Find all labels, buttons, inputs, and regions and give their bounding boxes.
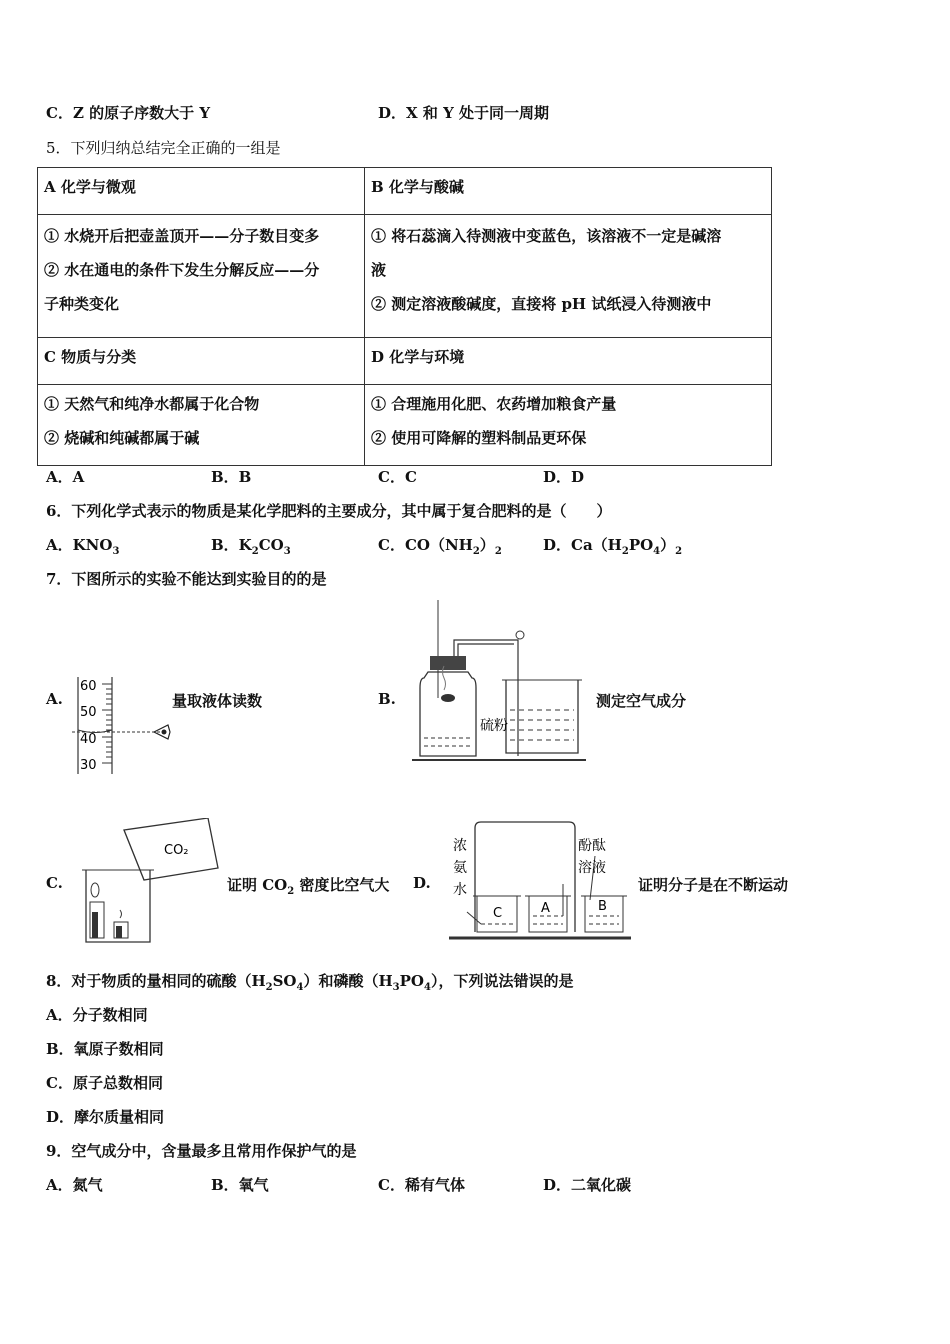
q5-c-line-1: ① 天然气和纯净水都属于化合物 [44,395,260,413]
q7-stem: 7．下图所示的实验不能达到实验目的的是 [46,570,327,588]
q5-table [37,167,772,466]
q7-d-phenol-1: 酚酞 [578,838,606,854]
q5-cell-c-body [38,385,365,466]
q7-d-phenol-2: 溶液 [578,860,606,876]
q8-option-b: B．氧原子数相同 [46,1040,164,1058]
q7-a-tick-60: 60 [80,679,97,694]
q7-a-tick-50: 50 [80,705,97,720]
q5-b-line-3: ② 测定溶液酸碱度，直接将 pH 试纸浸入待测液中 [371,295,712,313]
q5-c-line-2: ② 烧碱和纯碱都属于碱 [44,429,200,447]
q6-stem: 6．下列化学式表示的物质是某化学肥料的主要成分，其中属于复合肥料的是（ ） [46,502,612,520]
q7-d-belljar-figure [445,816,635,946]
q5-a-line-3: 子种类变化 [44,295,120,313]
q7-c-label: C. [46,874,63,892]
q4-option-c: C．Z 的原子序数大于 Y [46,104,211,122]
q5-option-b: B．B [211,468,252,486]
q7-b-label: B. [378,690,396,708]
q7-d-label: D. [413,874,431,892]
q6-option-a: A．$KNO_3$ [46,536,120,557]
q7-a-label: A. [46,690,63,708]
q5-option-d: D．D [543,468,585,486]
q7-c-co2-figure [78,818,228,948]
q8-option-c: C．原子总数相同 [46,1074,163,1092]
q7-c-caption: 证明 $CO_2$ 密度比空气大 [227,876,390,897]
q7-d-caption: 证明分子是在不断运动 [638,876,789,894]
q5-cell-d-title: D 化学与环境 [365,338,772,385]
q9-stem: 9．空气成分中，含量最多且常用作保护气的是 [46,1142,357,1160]
q5-option-c: C．C [378,468,417,486]
q7-a-tick-40: 40 [80,732,97,747]
q7-a-cylinder-figure [70,672,180,777]
q5-a-line-2: ② 水在通电的条件下发生分解反应——分 [44,261,320,279]
q6-option-b: B．$K_2CO_3$ [211,536,291,557]
q4-option-d: D．X 和 Y 处于同一周期 [378,104,550,122]
q9-option-d: D．二氧化碳 [543,1176,632,1194]
q5-cell-c-title: C 物质与分类 [38,338,365,385]
q7-b-sulfur-label: 硫粉 [480,718,508,734]
q9-option-a: A．氮气 [46,1176,103,1194]
q5-cell-a-body [38,215,365,338]
q7-d-ammonia-3: 水 [453,882,467,898]
q5-option-a: A．A [46,468,85,486]
q7-d-beaker-a: A [541,901,550,916]
q5-cell-b-title: B 化学与酸碱 [365,168,772,215]
q5-d-line-2: ② 使用可降解的塑料制品更环保 [371,429,587,447]
q8-option-d: D．摩尔质量相同 [46,1108,165,1126]
q7-b-apparatus-figure [410,598,590,768]
q5-a-line-1: ① 水烧开后把壶盖顶开——分子数目变多 [44,227,320,245]
q7-a-tick-30: 30 [80,758,97,773]
q9-option-c: C．稀有气体 [378,1176,465,1194]
q5-cell-a-title: A 化学与微观 [38,168,365,215]
q7-a-caption: 量取液体读数 [172,692,263,710]
q6-option-d: D．$Ca(H_2PO_4)_2$ [543,536,683,557]
q8-stem: 8．对于物质的量相同的硫酸$(H_2SO_4)$和磷酸$(H_3PO_4)$，下列说法错误的是 [46,972,574,993]
eye-icon [154,725,170,739]
q7-d-ammonia-2: 氨 [453,860,467,876]
q7-d-ammonia-1: 浓 [453,838,467,854]
q7-d-beaker-c: C [493,906,503,921]
q8-option-a: A．分子数相同 [46,1006,148,1024]
q5-cell-d-body [365,385,772,466]
q5-b-line-1: ① 将石蕊滴入待测液中变蓝色，该溶液不一定是碱溶 [371,227,722,245]
q5-d-line-1: ① 合理施用化肥、农药增加粮食产量 [371,395,617,413]
q5-cell-b-body [365,215,772,338]
q7-b-caption: 测定空气成分 [596,692,687,710]
q7-d-beaker-b: B [598,899,607,914]
q7-c-bottle-label: CO₂ [164,843,189,858]
q5-stem: 5．下列归纳总结完全正确的一组是 [46,139,281,157]
q9-option-b: B．氧气 [211,1176,269,1194]
q6-option-c: C．$CO(NH_2)_2$ [378,536,502,557]
q5-b-line-2: 液 [371,261,387,279]
